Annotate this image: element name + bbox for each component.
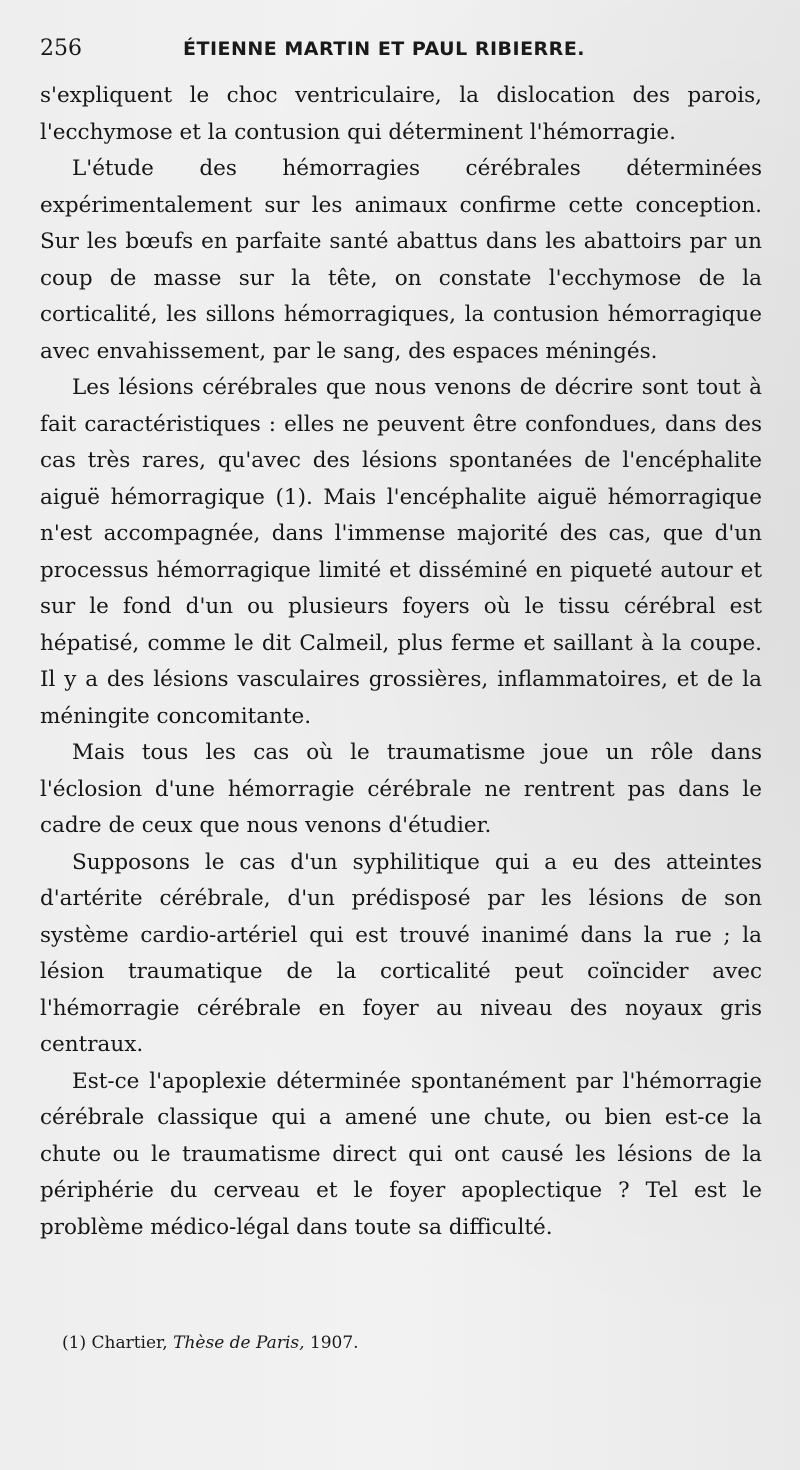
body-text — [40, 78, 762, 1246]
page-header — [40, 36, 760, 66]
paragraph-5: Supposons le cas d'un syphilitique qui a eu des atteintes d'artérite cérébrale, d'un prédisposé par les lésions de son système cardio-artériel qui est trouvé inanimé dans la rue ; la lésion traumatique de la corticalité peut coïncider avec l'hémorragie cérébrale en foyer au niveau des noyaux gris centraux. — [40, 849, 762, 1057]
footnote-year: 1907. — [309, 1333, 359, 1353]
paragraph-4: Mais tous les cas où le traumatisme joue un rôle dans l'éclosion d'une hémorragie cérébrale ne rentrent pas dans le cadre de ceux que nous venons d'étudier. — [40, 740, 762, 838]
footnote-marker: (1) — [62, 1333, 87, 1353]
footnote-title: Thèse de Paris, — [173, 1333, 305, 1353]
paragraph-3: Les lésions cérébrales que nous venons de décrire sont tout à fait caractéristiques : elles ne peuvent être confondues, dans des cas très rares, qu'avec des lésions spontanées de l'encéphalite aiguë hémorragique (1). Mais l'encéphalite aiguë hémorragique n'est accompagnée, dans l'immense majorité des cas, que d'un processus hémorragique limité et disséminé en piqueté autour et sur le fond d'un ou plusieurs foyers où le tissu cérébral est hépatisé, comme le dit Calmeil, plus ferme et saillant à la coupe. Il y a des lésions vasculaires grossières, inflammatoires, et de la méningite concomitante. — [40, 375, 762, 729]
paragraph-6: Est-ce l'apoplexie déterminée spontanément par l'hémorragie cérébrale classique qui a amené une chute, ou bien est-ce la chute ou le traumatisme direct qui ont causé les lésions de la périphérie du cerveau et le foyer apoplectique ? Tel est le problème médico-légal dans toute sa difficulté. — [40, 1068, 762, 1240]
paragraph-1: s'expliquent le choc ventriculaire, la dislocation des parois, l'ecchymose et la contusion qui déterminent l'hémorragie. — [40, 83, 762, 145]
running-head: ÉTIENNE MARTIN ET PAUL RIBIERRE. — [183, 38, 586, 60]
footnote-author: Chartier, — [91, 1333, 168, 1353]
footnote — [62, 1333, 752, 1353]
page-number: 256 — [40, 36, 82, 61]
paragraph-2: L'étude des hémorragies cérébrales déterminées expérimentalement sur les animaux confirme cette conception. Sur les bœufs en parfaite santé abattus dans les abattoirs par un coup de masse sur la tête, on constate l'ecchymose de la corticalité, les sillons hémorragiques, la contusion hémorragique avec envahissement, par le sang, des espaces méningés. — [40, 156, 762, 364]
